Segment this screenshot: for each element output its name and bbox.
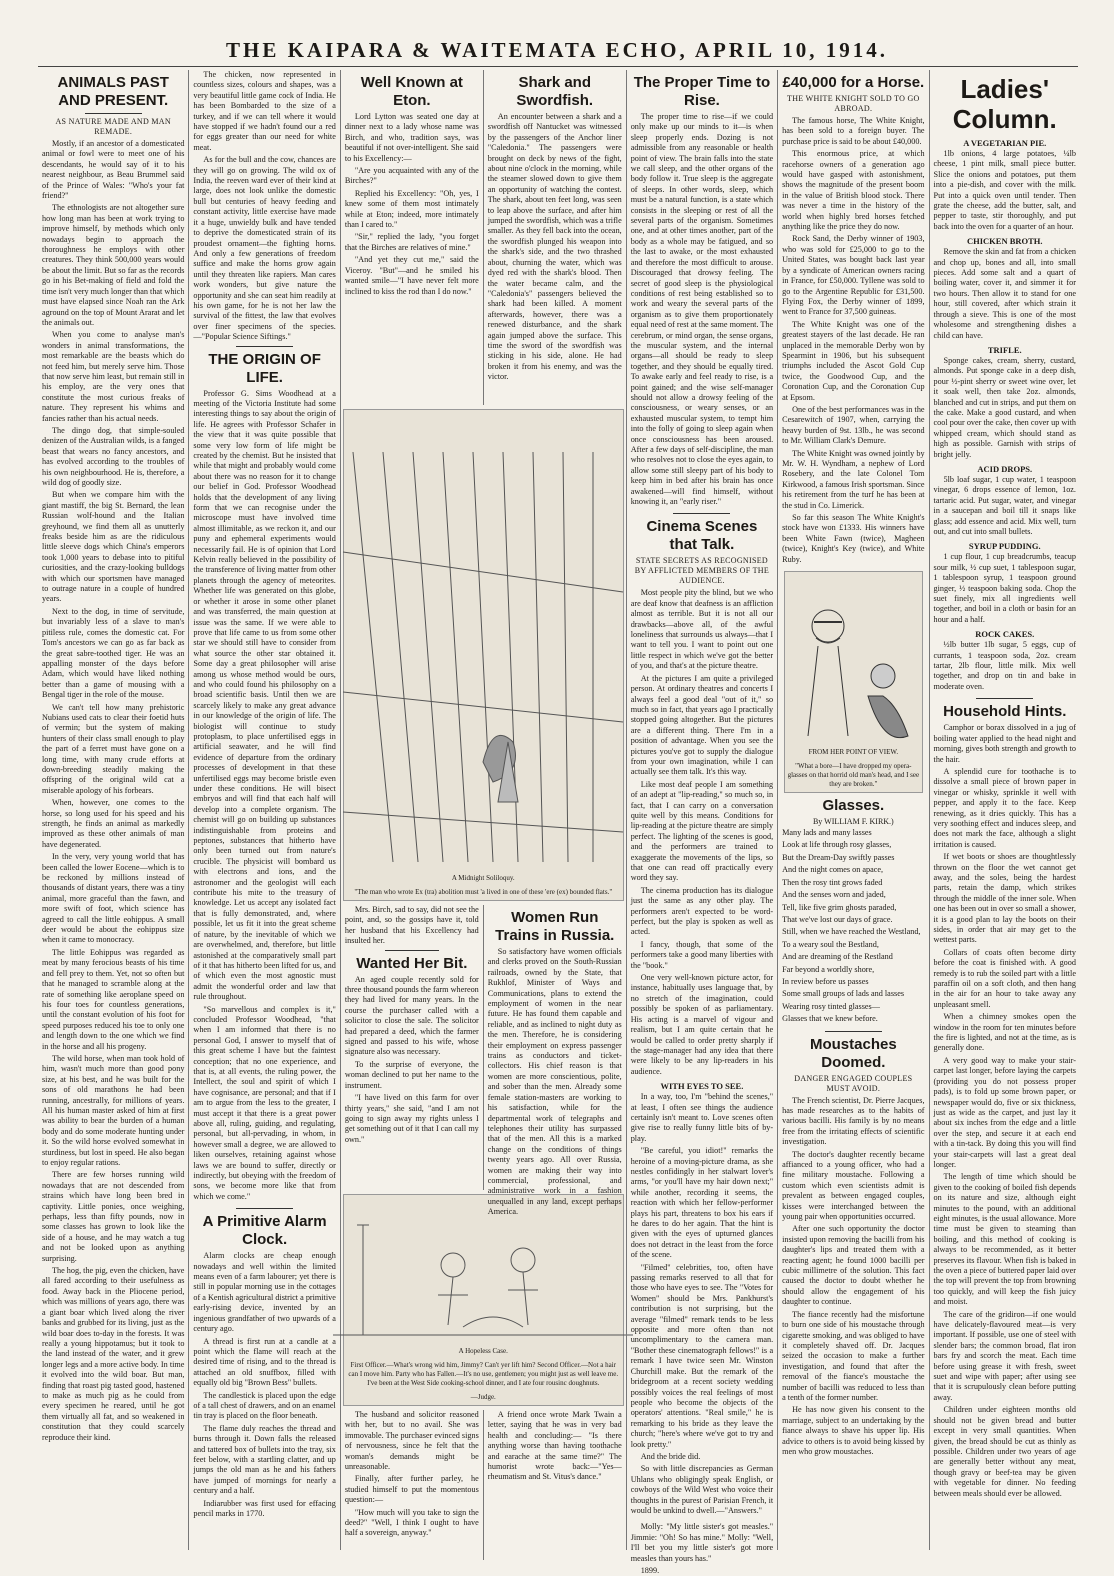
ladies-column	[934, 74, 1076, 692]
paragraph: But when we compare him with the giant mastiff, the big St. Bernard, the lean Russian wolf-hound and the Italian greyhound, we find them all as unutterly freaks beside him as are the ridiculous little sleeve dogs which China's emperors took 1,000 years to debase into to pitiful curiosities, and the crazy-looking bulldogs with which our sportsmen have managed to outrage nature in a couple of hundred years.	[42, 490, 185, 604]
paragraph: So with little discrepancies as German Uhlans who obligingly speak English, or cowboys of the Wild West who voice their thoughts in the purest of Parisian French, it would be unkind to dwell.—"Answers."	[630, 1464, 774, 1515]
paragraph: The doctor's daughter recently became affianced to a young officer, who had a fine military moustache. Following a custom which even scientists admit is prevalent as between engaged couples, kisses were interchanged between the young pair when opportunities occurred.	[782, 1149, 925, 1222]
paragraph: Collars of coats often become dirty before the coat is finished with. A good remedy is to rub the soiled part with a little paraffin oil on a soft cloth, and then hang in the air for an hour to take away any unpleasant smell.	[933, 947, 1076, 1009]
columns	[38, 70, 1080, 1575]
column-7	[929, 70, 1080, 1550]
column-4-top	[483, 70, 626, 405]
poem-line: And are dreaming of the Restland	[782, 952, 893, 962]
article-title: The Proper Time to Rise.	[633, 74, 771, 109]
paragraph: Children under eighteen months old should not be given bread and butter except in very small quantities. When given, the bread should be cut as thinly as possible. Children under two years of age are generally better without any meat, though gravy or beef-tea may be given with vegetable for dinner. No feeding between meals should ever be allowed.	[933, 1405, 1076, 1498]
poem-line: And the night comes on apace,	[782, 865, 884, 875]
article-title: Household Hints.	[943, 703, 1067, 721]
illustration-title: A Hopeless Case.	[458, 1347, 508, 1355]
paragraph: Next to the dog, in time of servitude, but invariably less of a slave to man's pitiless rule, comes the domestic cat. For Tom's ancestors we can go as far back as the great sabre-toothed tiger. He was an appalling monster of the days before Adam, which would have liked nothing better than a game of mousing with a Bengal tiger in the role of the mouse.	[42, 606, 185, 700]
article-title: Cinema Scenes that Talk.	[646, 518, 758, 554]
paragraph: The White Knight was owned jointly by Mr. W. H. Wyndham, a nephew of Lord Rosebery, and the late Colonel Tom Kirkwood, a famous Irish sportsman. Since his retirement from the turf he has been at the stud in Co. Limerick.	[782, 448, 925, 510]
divider	[85, 113, 142, 114]
paragraph: The famous horse, The White Knight, has been sold to a foreign buyer. The purchase price is said to be about £40,000.	[782, 116, 925, 146]
middle-row	[341, 905, 626, 1217]
paragraph: An aged couple recently sold for three thousand pounds the farm whereon they had lived for many years. In the course the purchaser called with a solicitor to close the sale. The solicitor had prepared a deed, which the farmer signed and passed to his wife, whose signature also was necessary.	[344, 974, 479, 1057]
poem-line: Look at life through rosy glasses,	[782, 840, 892, 850]
paragraph: One very well-known picture actor, for instance, habitually uses language that, by no stretch of the imagination, could possibly be spoken of as parliamentary. His acting is a marvel of vigour and realism, but I am quite certain that he would be called to order pretty sharply if the stage-manager had any idea that there were likely to be any lip-readers in his audience.	[630, 973, 774, 1076]
paragraph: In the very, very young world that has been called the lower Eocene—which is to be reckoned by millions instead of thousands of distant years, there was a tiny animal, more graceful than the fawn, and more swift of foot, which science has agreed to call the little eohippus. A small deer would be about the eohippus size when it came to monocracy.	[42, 852, 185, 945]
paragraph: The chicken, now represented in countless sizes, colours and shapes, was a very beautiful little game cock of India. He has been Bombarded to the size of a turkey, and if we can tell where it would have stopped if we hadn't found our a red for eggs greater than our need for white meat.	[193, 70, 336, 152]
street-scene-drawing	[333, 1215, 633, 1345]
illustration-title: FROM HER POINT OF VIEW.	[808, 748, 899, 757]
article-title: Wanted Her Bit.	[356, 954, 468, 972]
recipe-text: Remove the skin and fat from a chicken and chop up, bones and all, into small pieces. Add some salt and a quart of boiling water, cover it, and simmer it for two hours. Then allow it to stand for one hour, still covered, after which strain it through a sieve. This is one of the most wholesome and strengthening dishes a child can have.	[933, 247, 1076, 340]
masthead: THE KAIPARA & WAITEMATA ECHO, APRIL 10, 1914.	[225, 38, 888, 62]
column-1	[38, 70, 188, 1550]
paragraph: 1899.	[640, 1566, 660, 1575]
paragraph: Replied his Excellency: "Oh, yes, I knew some of them most intimately while at Eton; indeed, more intimately than I cared to."	[344, 188, 479, 230]
paragraph: Like most deaf people I am something of an adept at "lip-reading," so much so, in fact, that I can carry on a conversation quite well by this means. Conditions for lip-reading at the picture theatre are simply perfect. The lighting of the scenes is good, and the performers are trained to exaggerate the movements of the lips, so that one can read off practically every word they say.	[630, 779, 774, 883]
paragraph: The hog, the pig, even the chicken, have all fared according to their usefulness as food. Away back in the Pliocene period, which was millions of years ago, there was a giant boar which lived along the river banks and grubbed for its living, just as the wild boar does to-day in the forests. It was really a young hippotamus; but it took to the land instead of the water, and it grew longer legs and a more active body. In time it evolved into the wild boar. But man, finding that roast pig tasted good, hastened to make as much pig as he could from every specimen he reared, until he got them virtually all fat, and so weakened in constitution that they could scarcely reproduce their kind.	[42, 1266, 185, 1442]
paragraph: The White Knight was one of the greatest stayers of the last decade. He ran unplaced in the memorable Derby won by Spearmint in 1906, but his subsequent triumphs included the Ascot Gold Cup twice, the Goodwood Cup, and the Coronation Cup, and the Coronation Cup at Epsom.	[782, 319, 925, 402]
article-moustaches	[782, 1036, 924, 1458]
poem-line: That we've lost our days of grace.	[782, 914, 893, 924]
article-title: £40,000 for a Horse.	[782, 74, 925, 91]
article-title: Moustaches Doomed.	[809, 1035, 897, 1071]
illustration-caption: "What a bore—I have dropped my opera-glasses on that horrid old man's head, and I see they are broken."	[787, 762, 920, 789]
article-title: Glasses.	[822, 797, 885, 815]
divider	[236, 346, 293, 347]
recipe-text: 1lb onions, 4 large potatoes, ¼lb cheese, 1 pint milk, small piece butter. Slice the onions and potatoes, put them into a pie-dish, and cover with the milk. Put into a quick oven until tender. Then grate the cheese, add the butter, salt, and pepper to taste, stir thoroughly, and put back into the oven for a quarter of an hour.	[933, 149, 1076, 231]
article-title: Women Run Trains in Russia.	[495, 909, 615, 944]
divider	[825, 1031, 882, 1032]
paragraph: Most people pity the blind, but we who are deaf know that deafness is an affliction almost as terrible. But it is not all our drawbacks—above all, of the awful loneliness that surrounds us always—that I want to tell you. I want to point out one little respect in which we've got the better of you, and that's at the picture theatre.	[630, 588, 774, 671]
column-3-top	[341, 70, 483, 405]
illustration-credit: —Judge.	[470, 1393, 496, 1401]
article-subtitle: DANGER ENGAGED COUPLES MUST AVOID.	[794, 1073, 913, 1093]
top-row	[341, 70, 626, 405]
column-6	[777, 70, 928, 1550]
poem-line: Tell, like five grim ghosts paraded,	[782, 902, 897, 912]
paragraph: A friend once wrote Mark Twain a letter, saying that he was in very bad health and concluding:— "Is there anything worse than having toothache and earache at the same time?" The humorist wrote back:—"Yes—rheumatism and St. Vitus's dance."	[487, 1410, 622, 1482]
paragraph: When a chimney smokes open the window in the room for ten minutes before the fire is lighted, and not at the time, as is generally done.	[933, 1012, 1076, 1053]
bottom-row	[341, 1410, 626, 1560]
paragraph: As for the bull and the cow, chances are they will go on growing. The wild ox of India, the reeven ward ever of their kind at large, does not look unlike the domestic bull but centuries of heavy feeding and constant activity, little exercise have made it a huge, unwieldy bulk and have tended to deprive the domesticated strain of its proudest ornament—the fighting horns. And only a few generations of freedom suffice and make the horns grow again until they threaten like rapiers. Man cares work wonders, but give nature the opportunity and she can seat him readily at his own game, for he is not her law the survival of the fittest, the law that evolves over finer specimens of the species.—"Popular Science Siftings."	[193, 155, 336, 342]
article-subtitle: AS NATURE MADE AND MAN REMADE.	[55, 117, 171, 136]
paragraph: We can't tell how many prehistoric Nubians used cats to clear their foetid huts of vermin; but the system of making hunters of their class small enough to play the part of a ferret must have gone on a long time, with many crude efforts at down-breeding steadily making the offspring of the original wild cat a miserable apology of his forbears.	[42, 702, 185, 795]
recipe-title: SYRUP PUDDING.	[968, 541, 1041, 552]
paragraph: "And yet they cut me," said the Viceroy. "But"—and he smiled his wanted smile—"I have never felt more inclined to kiss the rod than I do now."	[344, 255, 479, 296]
divider	[976, 698, 1033, 699]
paragraph: Camphor or borax dissolved in a jug of boiling water applied to the head night and morning, gives both strength and growth to the hair.	[933, 723, 1076, 764]
paragraph: The little Eohippus was regarded as meat by many ferocious beasts of his time and fell prey to them. Yet, not so often but that he managed to scramble along at the rate of something like aeroplane speed on his four toes for countless generations, until the constant evolution of his foot for speed purposes reduced his toe to only one and length down to the one which we find in the horse and all his progeny.	[42, 947, 185, 1051]
poem-line: And the senses worn and jaded,	[782, 890, 886, 900]
article-title: Shark and Swordfish.	[516, 74, 594, 109]
paragraph: "Are you acquainted with any of the Birches?"	[344, 166, 479, 186]
column-2	[188, 70, 339, 1550]
paragraph: A splendid cure for toothache is to dissolve a small piece of brown paper in vinegar or whisky, sprinkle it well with pepper, and apply it to the face. Keep renewing, as it dries quickly. This has a very soothing effect and induces sleep, and does not mark the face, although a slight irritation is caused.	[933, 766, 1076, 849]
paragraph: A thread is first run at a candle at a point which the flame will reach at the desired time of rising, and to the thread is attached an old snuffbox, filled with equally old big "Brown Bess" bullets.	[193, 1336, 336, 1388]
illustration-point-of-view	[784, 571, 922, 793]
divider	[236, 1208, 293, 1209]
poem-line: Still, when we have reached the Westland,	[782, 927, 921, 937]
paragraph: The dingo dog, that simple-souled denizen of the Australian wilds, is a fanged beast that wears no fancy ancestors, and has evolved according to the troubles of his own neighbourhood. He is, therefore, a wild dog of goodly size.	[42, 425, 185, 487]
recipe-text: 5lb loaf sugar, 1 cup water, 1 teaspoon vinegar, 6 drops essence of lemon, 1oz. tartaric acid. Put sugar, water, and vinegar in a saucepan and boil till it snaps like glass; add essence and acid. Mix well, turn out, and cut into small bullets.	[933, 474, 1076, 536]
article-subtitle: THE WHITE KNIGHT SOLD TO GO ABROAD.	[787, 94, 920, 113]
column-5	[626, 70, 777, 1575]
divider	[385, 950, 439, 951]
paragraph: Lord Lytton was seated one day at dinner next to a lady whose name was Birch, and who, tradition says, was beautiful if not over-intelligent. She said to his Excellency:—	[344, 112, 479, 163]
paragraph: Alarm clocks are cheap enough nowadays and well within the limited means even of a farm labourer; yet there is still in popular morning use in the cottages of a Kentish agricultural district a primitive early-rising device, invented by an ingenious grandfather of two upwards of a century ago.	[193, 1251, 336, 1334]
paragraph: "Sir," replied the lady, "you forget that the Birches are relatives of mine."	[344, 232, 479, 252]
poem-line: But the Dream-Day swiftly passes	[782, 852, 895, 862]
article-alarm-clock	[193, 1213, 335, 1519]
paragraph: "I have lived on this farm for over thirty years," she said, "and I am not going to sign away my rights unless I get something out of it that I can call my own."	[344, 1093, 479, 1144]
article-origin	[193, 351, 335, 1203]
article-title: Well Known at Eton.	[360, 74, 463, 109]
paragraph: "So marvellous and complex is it," concluded Professor Woodhead, "that when I am informed that there is no personal God, I answer to myself that of this great scheme I have but the faintest conception; that no one experience, and that is, at all events, the ruling power, the Intellect, the soul and spirit of which I have cognisance, are personal; and that if I am to argue from the less to the greater, I must accept it that there is a great power above all, ruling, guiding, and regulating, personal, but all-pervading, in whom, in however small a degree, we are allowed to liken ourselves, retaining against whose laws we are bound to suffer, directly or indirectly, but obeying with the freedom of sons, we become more like that from which we come."	[193, 1004, 336, 1201]
poem-line: In review before us passes	[782, 976, 869, 986]
poem-line: Wearing rosy tinted glasses—	[782, 1001, 880, 1011]
article-cinema	[631, 518, 773, 1516]
paragraph: "Be careful, you idiot!" remarks the heroine of a moving-picture drama, as she nestles confidingly in her stalwart lover's arms, "or you'll have my hair down next;" while another, recording it seems, the reaction with which her fellow-performer plays his part, threatens to box his ears if he dares to do her again. That the hint is given with the eyes of upturned glances does not detract in the least from the force of the scene.	[630, 1146, 774, 1260]
section-heading: WITH EYES TO SEE.	[660, 1081, 744, 1092]
illustration-hopeless-case	[343, 1194, 624, 1406]
paragraph: The French scientist, Dr. Pierre Jacques, has made researches as to the habits of various bacilli. His family is by no means free from the irritating effects of scientific investigation.	[782, 1095, 925, 1147]
paragraph: If wet boots or shoes are thoughtlessly thrown on the floor the wet cannot get away, and the soles, being the hardest parts, retain the damp, which strikes through the middle of the inner sole. When one has been out in over so small a shower, it is a good plan to lay the boots on their sides, in order that air may get to the wettest parts.	[933, 852, 1076, 945]
paragraph: Indiarubber was first used for effacing pencil marks in 1770.	[193, 1498, 336, 1518]
paragraph: A very good way to make your stair-carpet last longer, before laying the carpets (providing you do not possess proper pads), is to fold up some brown paper, or newspaper would do, five or six thickness, just as wide as the carpet, and just lay it about six inches from the edge and a little over the step, and secure it at each end with a tin-tack. By doing this you will find your stair-carpets will last a great deal longer.	[933, 1055, 1076, 1169]
recipe-title: A VEGETARIAN PIE.	[963, 138, 1047, 148]
illustration-caption: First Officer.—What's wrong wid him, Jimmy? Can't yer lift him? Second Officer.—Not a hair can I move him. Party who has Fallen.—It's no use, gentlemen; you might just as well leave me. I've been at the West Side cooking-school dinner, and I ate four rousinc doughnuts.	[348, 1361, 619, 1387]
article-title: THE ORIGIN OF LIFE.	[208, 350, 321, 386]
paragraph: The candlestick is placed upon the edge of a tall chest of drawers, and on an enamel tin tray is placed on the floor beneath.	[193, 1390, 336, 1421]
column-4-middle	[483, 905, 626, 1217]
paragraph: When you come to analyse man's wonders in animal transformations, the most remarkable are the beasts which do not feed him, but merely serve him. Those that now serve him least, but remain still in his employ, are the very ones that constitute the most curious freaks of nature. They represent his whims and fancies rather than his actual needs.	[42, 330, 185, 423]
paragraph: The length of time which should be given to the cooking of boiled fish depends on its nature and size, although eight minutes to the pound, with an additional eight minutes, is the usual allowance. More time must be given to steaming than boiling, and this method of cooking is always to be recommended, as it better preserves its flavour. When fish is baked in the oven a piece of buttered paper laid over the top will prevent the top from browning too quickly, and will keep the fish juicy and moist.	[933, 1172, 1076, 1307]
household-hints	[934, 703, 1076, 1499]
poem-line: Some small groups of lads and lasses	[782, 989, 905, 999]
opera-scene-drawing	[788, 586, 918, 746]
column-3-middle	[341, 905, 483, 1190]
recipe-text: Sponge cakes, cream, sherry, custard, almonds. Put sponge cake in a deep dish, pour ½-pint sherry or sweet wine over, let it soak well, then take 2oz. almonds, blanched and cut in strips, and put them on the cake. Make a good custard, and when cool pour over the cake, then cover up with whipped cream, which should stand as high as possible. Garnish with strips of bright jelly.	[933, 355, 1076, 459]
recipe-text: ½lb butter 1lb sugar, 5 eggs, cup of currants, 1 teaspoon soda, 2oz. cream tartar, 2lb flour, little milk. Mix well together, and drop on tin and bake in moderate oven.	[933, 640, 1076, 691]
paragraph: To the surprise of everyone, the woman declined to put her name to the instrument.	[344, 1059, 479, 1090]
article-title: ANIMALS PAST AND PRESENT.	[57, 74, 169, 109]
poem-line: Glasses that we knew before.	[782, 1014, 878, 1024]
paragraph: Rock Sand, the Derby winner of 1903, who was sold for £25,000 to go to the United States, was bought back last year by a syndicate of American owners racing in France, for £50,000. Tyllene was sold to go to the Argentine Republic for £31,500. Flying Fox, the Derby winner of 1899, went to France for 37,500 guineas.	[782, 234, 925, 317]
masthead-rule	[38, 66, 1078, 67]
paragraph: After one such opportunity the doctor insisted upon removing the bacilli from his daughter's lips and treated them with a reacting agent; he found 1000 bacilli per cubic millimetre of the solution. This fact caused the doctor to doubt whether he should allow the engagement of his daughter to continue.	[782, 1224, 925, 1307]
paragraph: Mrs. Birch, sad to say, did not see the point, and, so the gossips have it, told her husband that his Excellency had insulted her.	[344, 905, 479, 946]
paragraph: This enormous price, at which racehorse owners of a generation ago would have gasped with astonishment, shows the magnitude of the present boom in the value of British blood stock. There was never a time in the history of the world when highly bred horses fetched anything like the price they do now.	[782, 149, 925, 232]
paragraph: And the bride did.	[640, 1451, 701, 1461]
article-horse	[782, 74, 924, 565]
paragraph: The care of the gridiron—if one would have delicately-flavoured meat—is very important. If possible, use one of steel with slender bars; the common broad, flat iron bars fry and scorch the meat. Each time before using grease it with fresh, sweet suet and wipe with paper; after using see that it is scrupulously clean before putting away.	[933, 1309, 1076, 1402]
column-3-bottom	[341, 1410, 483, 1560]
paragraph: Finally, after further parley, he studied himself to put the momentous question:—	[344, 1474, 479, 1505]
column-title: Ladies' Column.	[952, 74, 1057, 134]
article-title: A Primitive Alarm Clock.	[202, 1213, 327, 1249]
column-4-bottom	[483, 1410, 626, 1560]
paragraph: There are few horses running wild nowadays that are not descended from strains which have long been bred in captivity. Little ponies, once weighing, perhaps, less than fifty pounds, now in some classes has grown to look like the side of a house, and he may watch a tug and not be looked upon as anything surprising.	[42, 1170, 185, 1263]
paragraph: The flame duly reaches the thread and burns through it. Down falls the released and tattered box of bullets into the tray, six feet below, with a startling clatter, and up jumps the old man as he and his fathers have jumped of mornings for nearly a century and a half.	[193, 1423, 336, 1496]
paragraph: I fancy, though, that some of the performers take a good many liberties with the "book."	[630, 939, 774, 970]
recipe-title: ROCK CAKES.	[975, 629, 1035, 640]
recipe-title: ACID DROPS.	[977, 463, 1033, 474]
paragraph: Molly: "My little sister's got measles." Jimmie: "Oh! So has mine." Molly: "Well, I'll bet you my little sister's got more measles than yours has."	[630, 1522, 774, 1563]
illustration-midnight-soliloquy	[343, 409, 624, 901]
paragraph: When, however, one comes to the horse, so long used for his speed and his strength, he finds an animal as markedly improved as these other animals of man have degenerated.	[42, 798, 185, 849]
paragraph: "How much will you take to sign the deed?" "Well, I think I ought to have half a sovereign, anyway."	[344, 1507, 479, 1538]
article-proper-time	[631, 74, 773, 507]
poem-line: Many lads and many lasses	[782, 828, 872, 838]
paragraph: At the pictures I am quite a privileged person. At ordinary theatres and concerts I always feel a good deal "out of it," so much so in fact, that years ago I practically stopped going altogether. But the pictures are a different thing. There I'm in a position of advantage. When you see the pictures you've got to supply the dialogue from your own imagination, while I can actually see them talk. It's this way.	[630, 673, 774, 777]
poem-line: Then the rosy tint grows faded	[782, 877, 883, 887]
paragraph: The cinema production has its dialogue just the same as any other play. The performers aren't expected to be word-perfect, but the play is spoken as well as acted.	[630, 885, 774, 937]
poem-glasses	[782, 797, 924, 1025]
fence-drawing	[333, 432, 633, 872]
article-animals	[42, 74, 184, 1443]
poem-line: Far beyond a worldly shore,	[782, 964, 875, 974]
illustration-caption: "The man who wrote Ex (tra) abolition must 'a lived in one of these 'ere (ex) bounded flats."	[354, 888, 613, 896]
paragraph: The fiance recently had the misfortune to burn one side of his moustache through cigarette smoking, and was obliged to have it completely shaved off. Dr. Jacques seized the occasion to make a further investigation, and found that after the removal of the fiance's moustache the number of bacilli was reduced to less than a tenth of the former number.	[782, 1309, 925, 1402]
article-subtitle: STATE SECRETS AS RECOGNISED BY AFFLICTED MEMBERS OF THE AUDIENCE.	[634, 556, 770, 586]
paragraph: So satisfactory have women officials and clerks proved on the South-Russian railroads, owned by the State, that Rukhlof, Minister of Ways and Communications, plans to extend the employment of women in the near future. He has found them capable and reliable, and as inclined to night duty as the men. Therefore, he is considering their employment on express passenger trains as conductors and ticket-collectors. His chief reason is that women are more conscientious, polite, and sober than the men. Already some female station-masters are working to his satisfaction, while for the departmental work of telegraphs and telephones their utility has surpassed that of the men. All this is a marked change on the conditions of things twenty years ago. All over Russia, women are making their way into commercial, professional, and administrative work in a fashion unequalled in any land, except perhaps America.	[487, 947, 622, 1217]
paragraph: Mostly, if an ancestor of a domesticated animal or fowl were to meet one of his descendants, he would say of it to his nearest neighbour, as Beau Brummel said of the Prince of Wales: "Who's your fat friend?"	[42, 139, 185, 201]
paragraph: The husband and solicitor reasoned with her, but to no avail. She was immovable. The purchaser evinced signs of nervousness, since he felt that the woman's demands might be unreasonable.	[344, 1410, 479, 1472]
paragraph: The wild horse, when man took hold of him, wasn't much more than good pony size, at his best, and he was built for the sons of old marathons he had been running, ancestrally, for millions of years. All his human master asked of him at first was ability to bear the burden of a human body and do some moderate hunting under it. So the wild horse evolved somewhat in sturdiness, but lost in speed. He also began to enjoy regular rations.	[42, 1053, 185, 1167]
column-group-3-4	[340, 70, 626, 1550]
byline: By WILLIAM F. KIRK.)	[812, 817, 894, 827]
paragraph: The proper time to rise—if we could only make up our minds to it—is when sleep properly ends. Dozing is not admissible from any reasonable or health point of view. The brain falls into the state we call sleep, and the other organs of the body follow it. True sleep is the aggregate of sleeps. In other words, sleep, which must be a natural function, is a state which consists in the sleeping or rest of all the several parts of the organism. Sometimes one, and at other times another, part of the body as a whole may be fatigued, and so the last to awake, or the most exhausted and therefore the most difficult to arouse. Discouraged that drowsy feeling. The secret of good sleep is the physiological conditions of rest being established so to work and weary the several parts of the organism as to give them proportionately equal need of rest at the same moment. The cerebrum, or mind organ, the sense organs, the muscular system, and the internal organs—all should be ready to sleep together, and they should be equally tired. To awake early and feel ready to rise, is a point gained; and the wise self-manager should not allow a drowsy feeling of the consciousness, or weary senses, or an exhausted muscular system, to tempt him into the folly of going to sleep again when once consciousness has been aroused. After a few days of self-discipline, the man who resolves not to close the eyes again, to allow some still sleepy part of his body to keep him in bed after his brain has once awakened—will find himself, without knowing it, an "early riser."	[630, 112, 774, 507]
illustration-title: A Midnight Soliloquy.	[451, 874, 515, 882]
recipe-text: 1 cup flour, 1 cup breadcrumbs, teacup sour milk, ½ cup suet, 1 tablespoon sugar, 1 tablespoon syrup, 1 teaspoon ground ginger, ½ teaspoon baking soda. Chop the suet finely, mix all ingredients well together, and boil in a cloth or basin for an hour and a half.	[933, 552, 1076, 624]
paragraph: An encounter between a shark and a swordfish off Nantucket was witnessed by the passengers of the Anchor liner "Caledonia." The passengers were brought on deck by news of the fight, about nine o'clock in the morning, while the steamer slowed down to give them an opportunity of watching the contest. The shark, about ten feet long, was seen to leap above the surface, and after him jumped the swordfish, which was a trifle smaller. As they fell back into the ocean, the swordfish plunged his weapon into the shark's side, and the two thrashed about, churning the water, which was dyed red with the shark's blood. Then the water became calm, and the "Caledonia's" passengers believed the shark had been killed. A moment afterwards, however, there was a renewed disturbance, and the shark again jumped above the surface. This time the sword of the swordfish was sticking in his side, alone. He had broken it from his enemy, and was the victor.	[487, 112, 622, 382]
recipe-title: CHICKEN BROTH.	[966, 236, 1043, 247]
paragraph: In a way, too, I'm "behind the scenes," at least, I often see things the audience certainly isn't meant to. Love scenes often give rise to really funny little bits of by-play.	[630, 1092, 774, 1143]
paragraph: The ethnologists are not altogether sure how long man has been at work trying to improve himself, by methods which only nowadays begin to approach the thoroughness he employs with other creatures. They think 500,000 years would be about the limit. But so far as the records go in his Bet-making of field and fold the time isn't very much longer than that which must have elapsed since Noah ran the Ark aground on the top of Mount Ararat and let the animals out.	[42, 203, 185, 327]
paragraph: One of the best performances was in the Cesarewitch of 1907, when, carrying the heavy burden of 9st. 13lb., he was second to Mr. William Clark's Demure.	[782, 404, 925, 446]
recipe-title: TRIFLE.	[987, 344, 1022, 355]
poem-line: To a weary soul the Bestland,	[782, 939, 879, 949]
paragraph: He has now given his consent to the marriage, subject to an undertaking by the fiance always to shave his upper lip. His advice to others is to avoid being kissed by men who grow moustaches.	[782, 1405, 925, 1456]
paragraph: So far this season The White Knight's stock have won £1333. His winners have been White Fawn (twice), Magheen (twice), Knight's Key (twice), and White Ruby.	[782, 513, 925, 564]
paragraph: "Filmed" celebrities, too, often have passing remarks reserved to all that for those who have eyes to see. The "Votes for Women" should be Mrs. Pankhurst's contribution is not surprising, but the average "filmed" remark tends to be less opposite and more often than not uncomplimentary to the camera man. "Bother these cinematograph fellows!" is a remark I have twice seen Mr. Winston Churchill make. But the remark of the bridegroom at a recent society wedding possibly voices the real feelings of most people who become the objects of the operators' attentions. "Real smile," he is remarking to his bride as they leave the church; "here's where we've got to try and look pretty."	[630, 1262, 774, 1449]
paragraph: Professor G. Sims Woodhead at a meeting of the Victoria Institute had some interesting things to say about the origin of life. He agrees with Professor Schafer in the view that it was quite possible that some very low form of life might be created by the chemist. But he insisted that while that might and probably would come about there was no reason for it to change our belief in God. Professor Woodhead holds that the development of any living form that we can recognise under the microscope must have involved time almost illimitable, as we reckon it, and our puny and ephemeral experiments would necessarily fail. He is of opinion that Lord Kelvin really believed in the possibility of the transference of living matter from other planets through the agency of meteorites. Whether life was generated on this globe, or whether it arose in some other planet and was transferred, the main question at issue was the same. If we were able to prove that life came to us from some other star we should still have to consider from what source the other star obtained it. Some day a great philosopher will arise among us whose method would be ours, and who could found his philosophy on a broad scientific basis. Until then we are scarcely likely to make any great advance in our knowledge of the origin of life. The biologist will continue to study protoplasm, to place unfertilised eggs in artificial seawater, and he will find evidence of departure from the ordinary processes of development in that these unfertilised eggs may become bristle even under these conditions. He will bisect embryos and will find that each half will develop into a complete organism. The chemist will go on building up substances indistinguishable from proteins and peptones, substances that hitherto have only been turned out from nature's crucible. The physicist will bombard us with electrons and ions, and the astronomer and the geologist will each contribute his mite to the treasury of knowledge. Let us accept any isolated fact that is fully demonstrated, and, where possible, let us fit it into the great scheme of nature, by the inevitable of which we are overwhelmed, and, therefore, but little astonished at the comparatively small part of it that has hitherto been lifted for us, and of which even the most agnostic must admit the wonderful order and law that rule throughout.	[193, 388, 336, 1002]
divider	[673, 513, 730, 514]
